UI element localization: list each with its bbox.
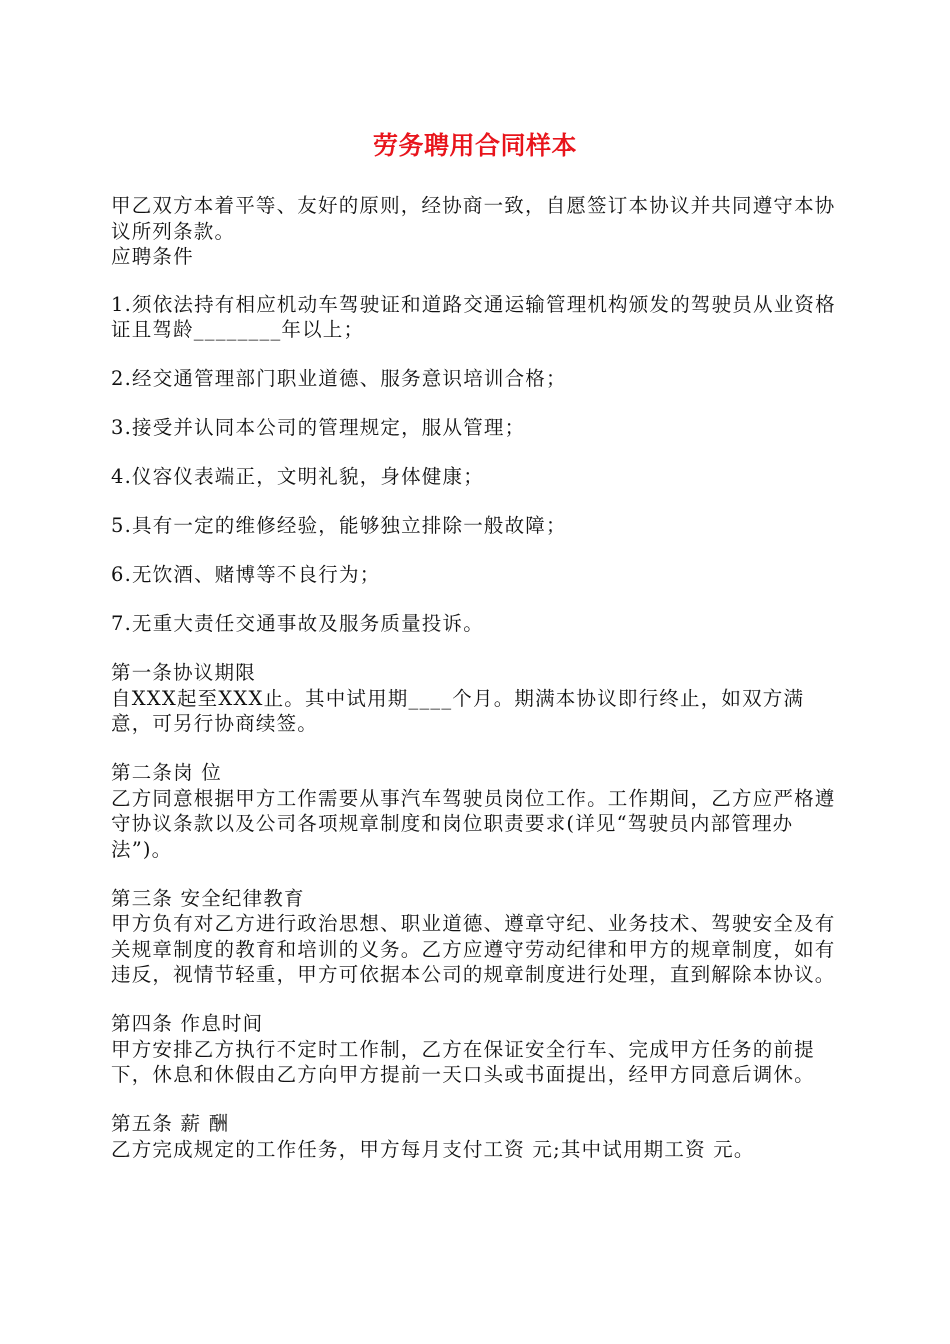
condition-item: 6.无饮酒、赌博等不良行为； bbox=[111, 563, 381, 586]
condition-item: 1.须依法持有相应机动车驾驶证和道路交通运输管理机构颁发的驾驶员从业资格证且驾龄________年以上； bbox=[111, 292, 836, 341]
article-body: 甲方负有对乙方进行政治思想、职业道德、遵章守纪、业务技术、驾驶安全及有关规章制度的教育和培训的义务。乙方应遵守劳动纪律和甲方的规章制度，如有违反，视情节轻重，甲方可依据本公司的规章制度进行处理，直到解除本协议。 bbox=[111, 912, 836, 986]
article-heading: 第四条 作息时间 bbox=[111, 1012, 264, 1035]
article-heading: 第一条协议期限 bbox=[111, 661, 256, 684]
article-body: 自XXX起至XXX止。其中试用期____个月。期满本协议即行终止，如双方满意，可另行协商续签。 bbox=[111, 686, 805, 735]
condition-item: 2.经交通管理部门职业道德、服务意识培训合格； bbox=[111, 367, 567, 390]
intro-paragraph: 甲乙双方本着平等、友好的原则，经协商一致，自愿签订本协议并共同遵守本协议所列条款。 bbox=[111, 194, 836, 243]
condition-item: 5.具有一定的维修经验，能够独立排除一般故障； bbox=[111, 514, 567, 537]
document-body bbox=[111, 193, 844, 1162]
article-body: 乙方完成规定的工作任务，甲方每月支付工资 元;其中试用期工资 元。 bbox=[111, 1137, 755, 1161]
article-heading: 第二条岗 位 bbox=[111, 761, 222, 784]
article-body: 甲方安排乙方执行不定时工作制，乙方在保证安全行车、完成甲方任务的前提下，休息和休假由乙方向甲方提前一天口头或书面提出，经甲方同意后调休。 bbox=[111, 1037, 815, 1086]
condition-item: 3.接受并认同本公司的管理规定，服从管理； bbox=[111, 416, 526, 439]
article-heading: 第三条 安全纪律教育 bbox=[111, 886, 305, 910]
article-heading: 第五条 薪 酬 bbox=[111, 1112, 230, 1135]
condition-item: 4.仪容仪表端正，文明礼貌，身体健康； bbox=[111, 465, 484, 488]
article-body: 乙方同意根据甲方工作需要从事汽车驾驶员岗位工作。工作期间，乙方应严格遵守协议条款以及公司各项规章制度和岗位职责要求(详见“驾驶员内部管理办法”)。 bbox=[111, 786, 836, 861]
condition-item: 7.无重大责任交通事故及服务质量投诉。 bbox=[111, 612, 484, 635]
document-title: 劳务聘用合同样本 bbox=[372, 131, 577, 160]
conditions-heading: 应聘条件 bbox=[111, 245, 194, 268]
